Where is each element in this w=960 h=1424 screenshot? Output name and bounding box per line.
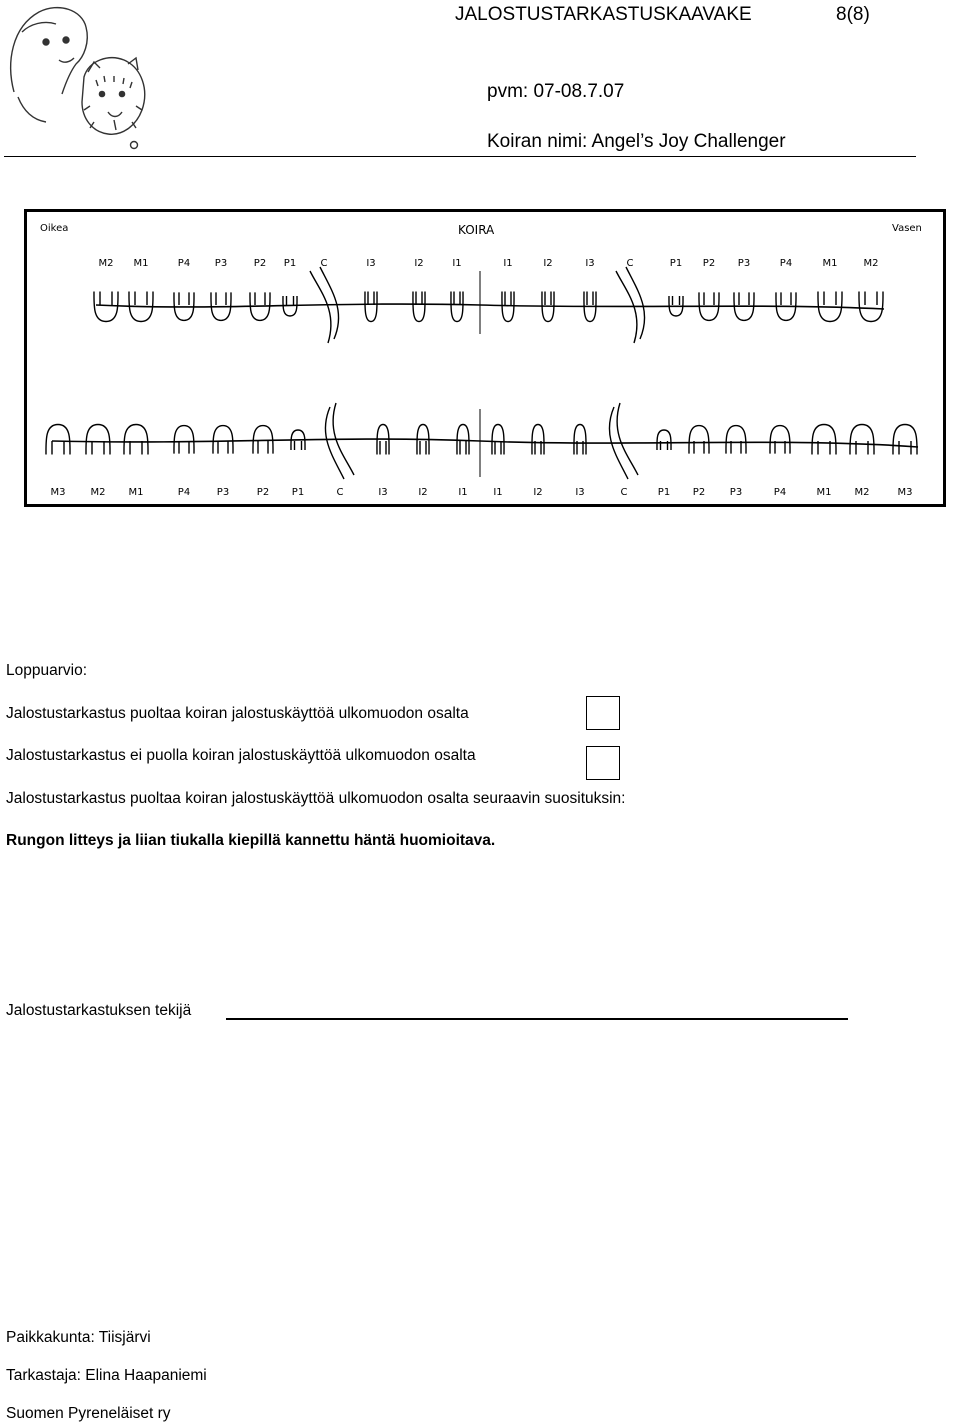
upper-tooth-label: I2 — [543, 258, 553, 269]
club-name: Suomen Pyreneläiset ry — [6, 1405, 171, 1422]
lower-tooth-label: P2 — [256, 487, 270, 498]
dental-chart-frame — [26, 211, 945, 506]
lower-tooth-label: I3 — [575, 487, 585, 498]
option-not-support-checkbox[interactable] — [586, 746, 620, 780]
upper-tooth-label: I1 — [503, 258, 513, 269]
upper-tooth-label: P1 — [283, 258, 297, 269]
option-recommend-label: Jalostustarkastus puoltaa koiran jalostuskäyttöä ulkomuodon osalta seuraavin suosituksin: — [6, 790, 626, 807]
upper-tooth-label: P2 — [702, 258, 716, 269]
lower-tooth-label: M1 — [128, 487, 144, 498]
header-rule — [4, 156, 916, 157]
lower-tooth-label: P3 — [729, 487, 743, 498]
dog-logo — [4, 2, 156, 152]
lower-tooth-label: M2 — [854, 487, 870, 498]
upper-tooth-label: I3 — [366, 258, 376, 269]
option-support-checkbox[interactable] — [586, 696, 620, 730]
upper-tooth-label: P4 — [779, 258, 793, 269]
dog-name: Koiran nimi: Angel’s Joy Challenger — [487, 131, 786, 152]
lower-tooth-label: C — [620, 487, 628, 498]
inspection-date: pvm: 07-08.7.07 — [487, 81, 625, 102]
upper-tooth-label: P3 — [214, 258, 228, 269]
inspector: Tarkastaja: Elina Haapaniemi — [6, 1367, 207, 1384]
upper-tooth-label: P4 — [177, 258, 191, 269]
upper-tooth-label: I3 — [585, 258, 595, 269]
upper-tooth-label: I2 — [414, 258, 424, 269]
lower-tooth-label: I2 — [418, 487, 428, 498]
lower-tooth-label: C — [336, 487, 344, 498]
option-support-label: Jalostustarkastus puoltaa koiran jalostuskäyttöä ulkomuodon osalta — [6, 705, 469, 722]
lower-tooth-label: P4 — [773, 487, 787, 498]
lower-tooth-label: I1 — [493, 487, 503, 498]
recommendation-text: Rungon litteys ja liian tiukalla kiepillä kannettu häntä huomioitava. — [6, 832, 496, 849]
signature-line[interactable] — [226, 1018, 848, 1020]
upper-tooth-label: P1 — [669, 258, 683, 269]
lower-tooth-label: M2 — [90, 487, 106, 498]
lower-tooth-label: I1 — [458, 487, 468, 498]
lower-tooth-label: M3 — [897, 487, 913, 498]
upper-tooth-label: P3 — [737, 258, 751, 269]
lower-tooth-label: M1 — [816, 487, 832, 498]
lower-tooth-label: P1 — [657, 487, 671, 498]
lower-tooth-label: P4 — [177, 487, 191, 498]
lower-tooth-label: I2 — [533, 487, 543, 498]
upper-tooth-label: M2 — [863, 258, 879, 269]
upper-tooth-label: P2 — [253, 258, 267, 269]
page-number: 8(8) — [836, 4, 870, 25]
signature-label: Jalostustarkastuksen tekijä — [6, 1002, 192, 1019]
chart-left-label: Vasen — [892, 223, 922, 234]
lower-tooth-label: P2 — [692, 487, 706, 498]
dental-chart — [24, 209, 946, 507]
option-not-support-label: Jalostustarkastus ei puolla koiran jalostuskäyttöä ulkomuodon osalta — [6, 747, 476, 764]
upper-tooth-label: M2 — [98, 258, 114, 269]
form-title: JALOSTUSTARKASTUSKAAVAKE — [455, 4, 752, 25]
upper-tooth-label: M1 — [822, 258, 838, 269]
lower-tooth-label: P1 — [291, 487, 305, 498]
lower-tooth-label: I3 — [378, 487, 388, 498]
upper-tooth-label: C — [320, 258, 328, 269]
upper-tooth-label: C — [626, 258, 634, 269]
chart-title: KOIRA — [458, 223, 495, 237]
upper-tooth-label: I1 — [452, 258, 462, 269]
chart-right-label: Oikea — [40, 223, 69, 234]
assessment-heading: Loppuarvio: — [6, 662, 88, 679]
lower-tooth-label: P3 — [216, 487, 230, 498]
location: Paikkakunta: Tiisjärvi — [6, 1329, 151, 1346]
upper-tooth-label: M1 — [133, 258, 149, 269]
lower-tooth-label: M3 — [50, 487, 66, 498]
